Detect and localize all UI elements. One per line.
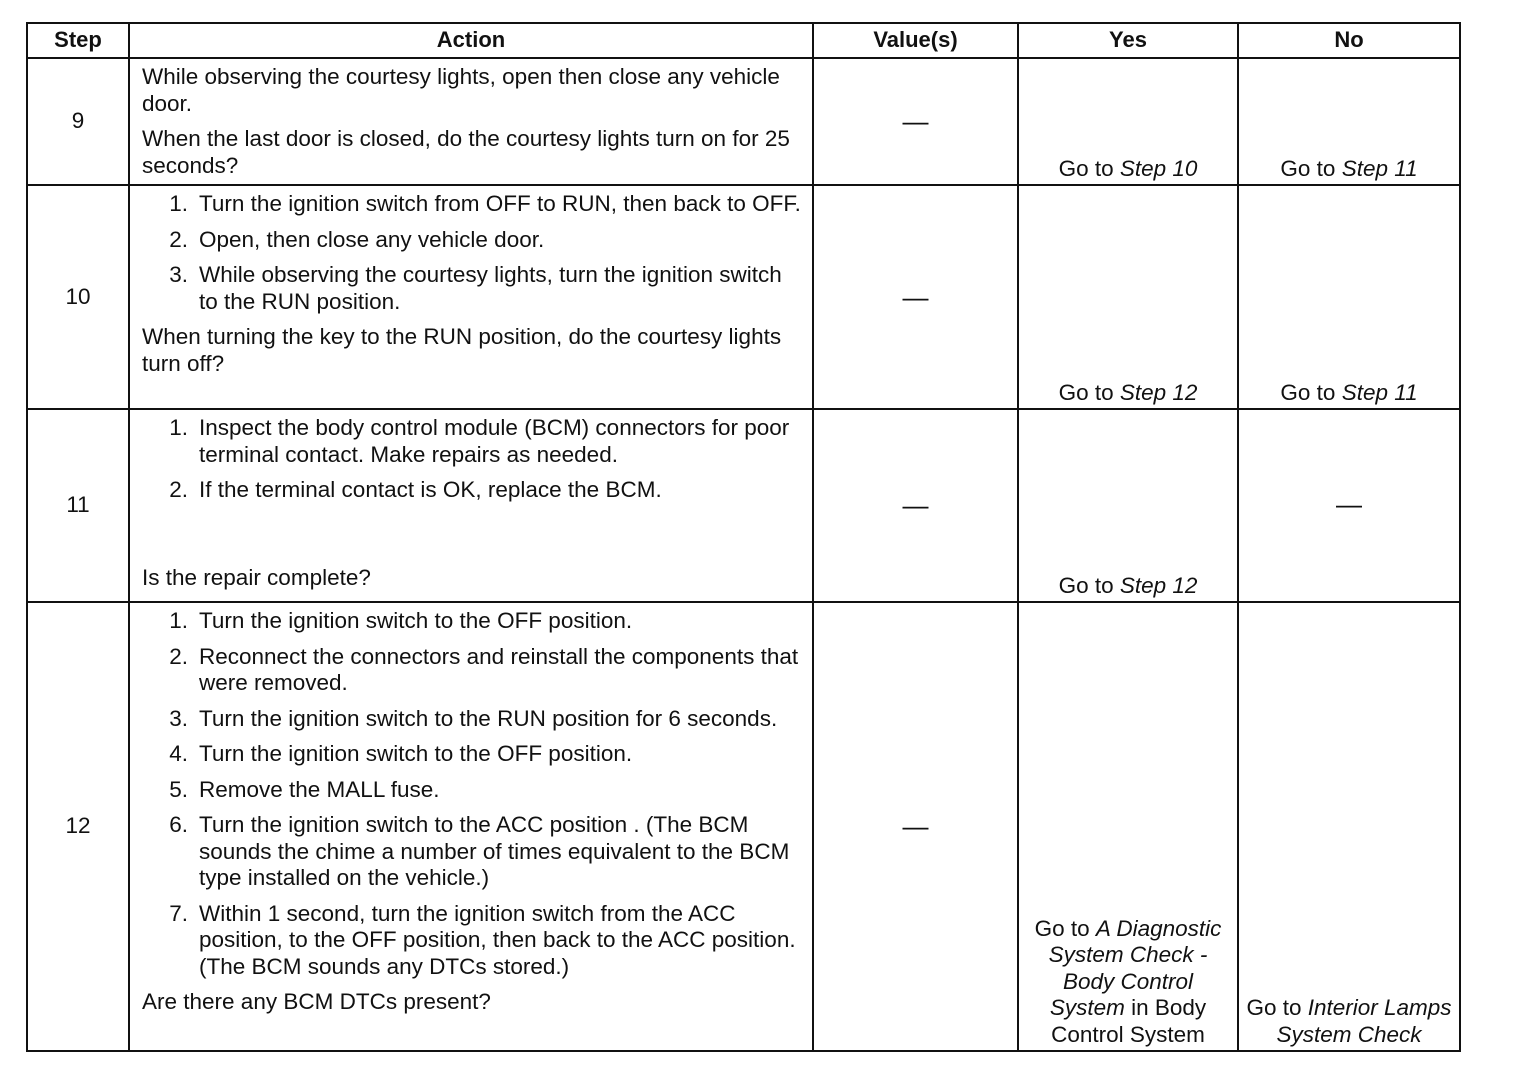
list-item [142,191,802,218]
yes-link[interactable]: A Diagnostic System Check - Body Control System [1048,915,1222,1020]
no-link[interactable]: Interior Lamps System Check [1276,995,1452,1047]
no-cell [1238,602,1460,1051]
list-item-number: 1. [169,415,188,440]
table-row-step-9 [27,58,1460,185]
list-item [142,262,802,315]
header-action: Action [129,23,813,58]
step-number: 11 [27,409,129,602]
value-cell: — [813,185,1018,409]
action-question: Is the repair complete? [142,564,371,590]
list-item [142,227,802,254]
action-list [142,191,802,315]
value-cell: — [813,58,1018,185]
list-item-text: While observing the courtesy lights, turn the ignition switch to the RUN position. [199,262,782,314]
list-item-text: Turn the ignition switch to the RUN position for 6 seconds. [199,705,778,731]
step-number: 12 [27,602,129,1051]
list-item [142,741,802,768]
yes-cell [1018,409,1238,602]
header-values: Value(s) [813,23,1018,58]
list-item-text: Turn the ignition switch to the ACC position . (The BCM sounds the chime a number of times equivalent to the BCM type installed on the vehicle.) [199,812,790,890]
yes-link[interactable]: Step 12 [1119,379,1198,405]
list-item [142,777,802,804]
no-link[interactable]: Step 11 [1341,379,1418,405]
list-item-text: Inspect the body control module (BCM) connectors for poor terminal contact. Make repairs as needed. [199,415,790,467]
list-item [142,608,802,635]
yes-prefix: Go to [1034,915,1096,941]
no-cell [1238,185,1460,409]
list-item-number: 7. [169,900,188,926]
yes-suffix: in Body Control System [1051,995,1207,1047]
no-cell: — [1238,409,1460,602]
value-cell: — [813,409,1018,602]
header-no: No [1238,23,1460,58]
value-cell: — [813,602,1018,1051]
table-row-step-12 [27,602,1460,1051]
list-item [142,812,802,892]
list-item [142,644,802,697]
yes-cell [1018,185,1238,409]
list-item-number: 2. [169,226,188,252]
yes-prefix: Go to [1058,572,1120,598]
yes-cell [1018,602,1238,1051]
action-question: When the last door is closed, do the courtesy lights turn on for 25 seconds? [142,126,790,178]
action-cell [129,409,813,602]
list-item-number: 3. [169,705,188,731]
list-item-number: 3. [169,262,188,287]
list-item-number: 2. [169,643,188,669]
action-cell [129,602,813,1051]
action-list [142,415,802,504]
no-prefix: Go to [1246,995,1308,1020]
list-item-text: Open, then close any vehicle door. [199,226,545,252]
list-item-text: Within 1 second, turn the ignition switch from the ACC position, to the OFF position, then back to the ACC position. (The BCM sounds any DTCs stored.) [199,900,796,979]
list-item-text: Reconnect the connectors and reinstall the components that were removed. [199,643,799,695]
list-item-number: 1. [169,191,188,216]
yes-link[interactable]: Step 10 [1119,155,1198,181]
list-item-number: 1. [169,608,188,633]
list-item-text: Turn the ignition switch to the OFF position. [199,608,633,633]
header-yes: Yes [1018,23,1238,58]
header-row [27,23,1460,58]
action-cell [129,58,813,185]
action-paragraph: While observing the courtesy lights, open then close any vehicle door. [142,64,780,116]
table-row-step-10 [27,185,1460,409]
yes-link[interactable]: Step 12 [1119,572,1198,598]
yes-prefix: Go to [1058,379,1120,405]
table-row-step-11 [27,409,1460,602]
yes-prefix: Go to [1058,155,1120,181]
list-item-number: 6. [169,812,188,837]
list-item-number: 4. [169,741,188,766]
list-item [142,415,802,468]
no-prefix: Go to [1280,155,1342,181]
no-cell [1238,58,1460,185]
spacer [142,513,802,565]
list-item-text: Remove the MALL fuse. [199,776,440,802]
yes-cell [1018,58,1238,185]
header-step: Step [27,23,129,58]
step-number: 9 [27,58,129,185]
no-prefix: Go to [1280,379,1342,405]
action-list [142,608,802,980]
no-link[interactable]: Step 11 [1341,155,1418,181]
list-item-number: 2. [169,477,188,502]
action-question: When turning the key to the RUN position, do the courtesy lights turn off? [142,324,782,376]
list-item-text: Turn the ignition switch from OFF to RUN, then back to OFF. [199,191,801,216]
step-number: 10 [27,185,129,409]
diagnostic-table [26,22,1461,1052]
action-question: Are there any BCM DTCs present? [142,989,491,1014]
list-item [142,477,802,504]
action-cell [129,185,813,409]
list-item [142,706,802,733]
list-item-text: Turn the ignition switch to the OFF position. [199,741,633,766]
list-item-text: If the terminal contact is OK, replace the BCM. [199,477,662,502]
list-item [142,901,802,981]
list-item-number: 5. [169,776,188,802]
